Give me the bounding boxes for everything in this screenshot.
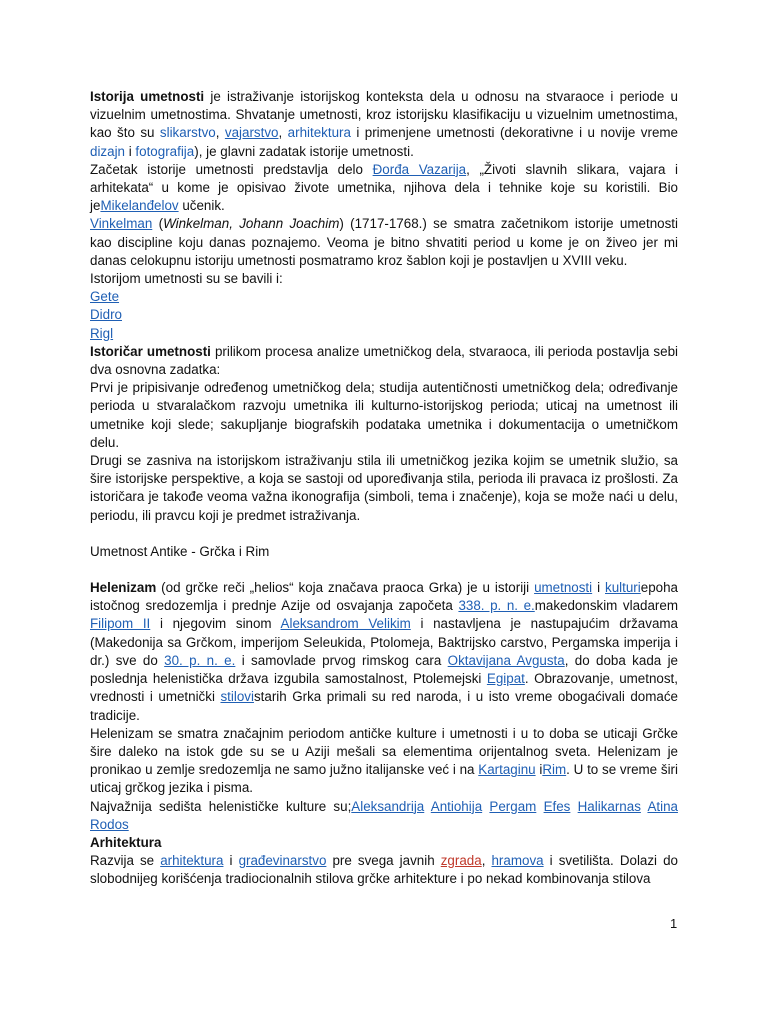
list-item (90, 325, 678, 343)
term-istoricar-umetnosti: Istoričar umetnosti (90, 343, 211, 359)
sedista-paragraph: Najvažnija sedišta helenističke kulture su;Aleksandrija Antiohija Pergam Efes Halikarnas Atina Rodos (90, 798, 678, 832)
link-gete[interactable]: Gete (90, 289, 120, 305)
link-arhitektura-2[interactable]: arhitektura (160, 853, 224, 869)
prvi-zadatak-paragraph: Prvi je pripisivanje određenog umetničkog dela; studija autentičnosti umetničkog dela; određivanje perioda u stvaralačkom razvoju umetnika ili kulturno-istorijskog perioda; uticaj na umetnost ili umetnike koji slede; sakupljanje biografskih podataka umetnika i dokumentacija o umetničkom delu. (90, 380, 678, 450)
link-kulturi[interactable]: kulturi (605, 580, 641, 596)
link-didro[interactable]: Didro (90, 307, 122, 323)
istoricar-paragraph: Istoričar umetnosti prilikom procesa analize umetničkog dela, stvaraoca, ili perioda postavlja sebi dva osnovna zadatka: (90, 343, 678, 378)
page-number: 1 (670, 916, 678, 931)
link-kartaginu[interactable]: Kartaginu (478, 762, 536, 778)
link-aleksandrom-velikim[interactable]: Aleksandrom Velikim (280, 616, 411, 632)
link-mikelandjelov[interactable]: Mikelanđelov (100, 198, 179, 214)
link-rim[interactable]: Rim (542, 762, 567, 778)
helenizam-paragraph: Helenizam (od grčke reči „helios“ koja značava praoca Grka) je u istoriji umetnosti i kulturiepoha istočnog sredozemlja i prednje Azije od osvajanja započeta 338. p. n. e.makedonskim vladarem Filipom II i njegovim sinom Aleksandrom Velikim i nastavljena je nastupajućim državama (Makedonija sa Grčkom, imperijom Seleukida, Ptolomeja, Baktrijsko carstvo, Pergamska imperija i dr.) sve do 30. p. n. e. i samovlade prvog rimskog cara Oktavijana Avgusta, do doba kada je poslednja helenistička država izgubila samostalnost, Ptolemejski Egipat. Obrazovanje, umetnost, vrednosti i umetnički stilovistarih Grka primali su red naroda, i u isto vreme obogaćivali domaće tradicije. (90, 580, 678, 723)
term-istorija-umetnosti: Istorija umetnosti (90, 89, 205, 104)
link-30-pne[interactable]: 30. p. n. e. (164, 652, 236, 668)
intro-paragraph: Istorija umetnosti je istraživanje istorijskog konteksta dela u odnosu na stvaraoce i periode u vizuelnim umetnostima. Shvatanje umetnosti, kroz istorijsku klasifikaciju u vizuelnim umetnostima, kao što su slikarstvo, vajarstvo, arhitektura i primenjene umetnosti (dekorativne i u novije vreme dizajn i fotografija), je glavni zadatak istorije umetnosti. (90, 89, 678, 159)
link-umetnosti[interactable]: umetnosti (534, 580, 593, 596)
link-rodos[interactable]: Rodos (90, 816, 129, 832)
link-stilovi[interactable]: stilovi (220, 689, 254, 705)
link-halikarnas[interactable]: Halikarnas (577, 798, 641, 814)
link-pergam[interactable]: Pergam (489, 798, 537, 814)
vinkelman-full-name: Winkelman, Johann Joachim (163, 216, 340, 232)
vinkelman-paragraph: Vinkelman (Winkelman, Johann Joachim) (1717-1768.) se smatra začetnikom istorije umetnosti kao discipline koju danas poznajemo. Veoma je bitno shvatiti period u kome je on živeo jer mi danas celokupnu istoriju umetnosti posmatramo kroz šablon koji je postavljen u XVIII veku. (90, 216, 678, 268)
link-arhitektura[interactable]: arhitektura (287, 125, 351, 141)
drugi-zadatak-paragraph: Drugi se zasniva na istorijskom istraživanju stila ili umetničkog jezika kojim se umetnik služio, sa šire istorijske perspektive, a koja se sastoji od upoređivanja stila, perioda ili pravaca iz prošlosti. Za istoričara je takođe veoma važna ikonografija (simboli, tema i značenje), koja se može naći u delu, periodu, ili pravcu koji je predmet istraživanja. (90, 453, 678, 523)
link-antiohija[interactable]: Antiohija (430, 798, 483, 814)
link-hramova[interactable]: hramova (491, 853, 544, 869)
link-dizajn[interactable]: dizajn (90, 143, 125, 159)
section-title: Umetnost Antike - Grčka i Rim (90, 543, 270, 559)
link-filipom-ii[interactable]: Filipom II (90, 616, 151, 632)
link-zgrada[interactable]: zgrada (440, 853, 482, 869)
link-atina[interactable]: Atina (647, 798, 678, 814)
term-helenizam: Helenizam (90, 580, 157, 596)
helenizam-uticaj-paragraph: Helenizam se smatra značajnim periodom antičke kulture i umetnosti i u to doba se uticaji Grčke šire daleko na istok gde su se u Aziji mešali sa elementima orijentalnog sveta. Helenizam je pronikao u zemlje sredozemlja ne samo južno italijanske već i na Kartaginu iRim. U to se vreme širi uticaj grčkog jezika i pisma. (90, 725, 678, 796)
link-vajarstvo[interactable]: vajarstvo (224, 125, 279, 141)
link-rigl[interactable]: Rigl (90, 325, 114, 341)
link-oktavijana-avgusta[interactable]: Oktavijana Avgusta (447, 652, 565, 668)
link-gradjevinarstvo[interactable]: građevinarstvo (238, 853, 327, 869)
vazari-paragraph: Začetak istorije umetnosti predstavlja delo Đorđa Vazarija, „Životi slavnih slikara, vajara i arhitekata“ u kome je opisivao živote umetnika, njihova dela i tehnike koje su koristili. Bio jeMikelanđelov učenik. (90, 161, 679, 214)
link-aleksandrija[interactable]: Aleksandrija (351, 798, 425, 814)
bavili-paragraph: Istorijom umetnosti su se bavili i: (90, 271, 283, 287)
subheading-arhitektura: Arhitektura (90, 834, 162, 850)
link-efes[interactable]: Efes (543, 798, 571, 814)
link-egipat[interactable]: Egipat (486, 671, 525, 687)
document-page (90, 88, 678, 889)
arhitektura-paragraph: Razvija se arhitektura i građevinarstvo pre svega javnih zgrada, hramova i svetilišta. Dolazi do slobodnijeg korišćenja tradiocionalnih stilova grčke arhitekture i po nekad kombinovanja stilova (90, 853, 678, 887)
list-item (90, 306, 678, 324)
link-vinkelman[interactable]: Vinkelman (90, 216, 153, 232)
link-djordja-vazarija[interactable]: Đorđa Vazarija (372, 161, 467, 177)
link-fotografija[interactable]: fotografija (135, 143, 195, 159)
list-item (90, 288, 678, 306)
link-338-pne[interactable]: 338. p. n. e. (458, 598, 535, 614)
link-slikarstvo[interactable]: slikarstvo (159, 125, 216, 141)
